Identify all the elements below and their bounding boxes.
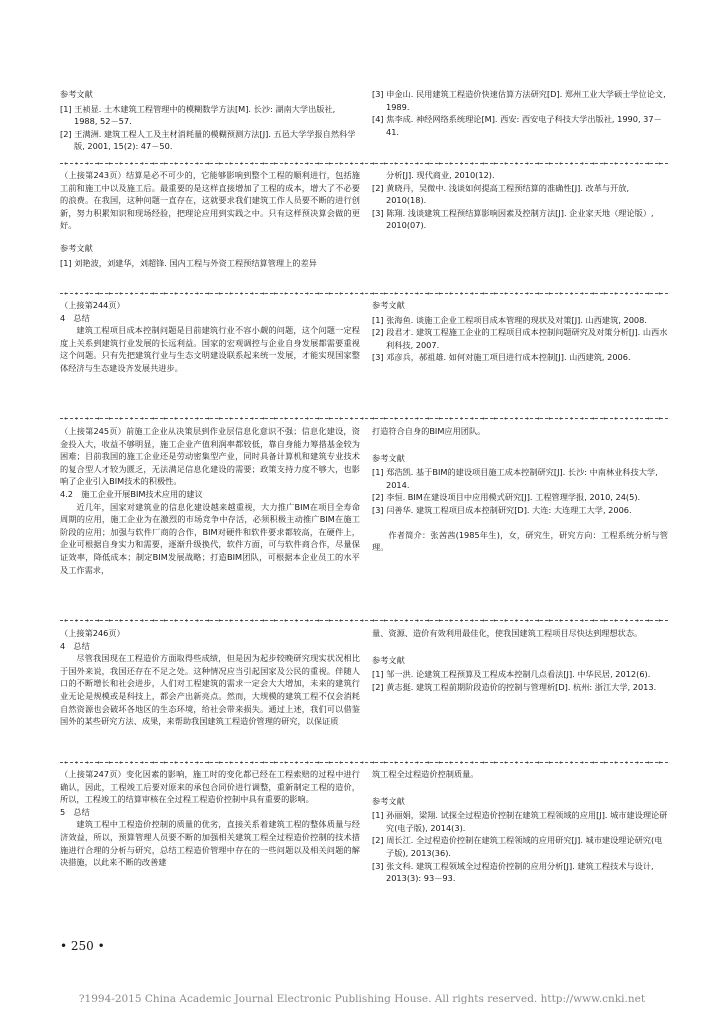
reference-item: 分析[J]. 现代商业, 2010(12). [386, 170, 495, 180]
continued-paragraph: （上接第243页）结算是必不可少的，它能够影响到整个工程的顺利进行，包括施工前和施工中以及施工后。最重要的是这样直接增加了工程的成本，增大了不必要的浪费。在我国，这种问题一直存在，这就要求我们建筑工作人员要不断的进行创新，努力积累知识和现场经验，把理论应用到实践之中。只有这样预决算会做的更好。 [60, 170, 360, 231]
body-paragraph: 建筑工程项目成本控制问题是目前建筑行业不容小觑的问题，这个问题一定程度上关系到建筑行业发展的长远利益。国家的宏观调控与企业自身发展都需要重视这个问题。只有先把建筑行业与生态文明建设联系起来统一发展，才能实现国家整体经济与生态建设齐发展共进步。 [60, 325, 360, 373]
references-title: 参考文献 [372, 654, 405, 665]
references-title: 参考文献 [60, 89, 93, 99]
section-heading: 5 总结 [60, 806, 90, 817]
continued-paragraph: （上接第245页）前施工企业从决策层到作业层信息化意识不强；信息化建设，资金投入大，收益不够明显，施工企业产值利润率都较低，靠自身能力筹措基金较为困难；目前我国的施工企业还是劳动密集型产业，同时具备计算机和建筑专业技术的复合型人才较为匮乏，无法满足信息化建设的需要；政策支持力度不够大，也影响了企业引入BIM技术的积极性。 [60, 426, 360, 487]
right-column [372, 88, 668, 138]
reference-item: [4] 焦李成. 神经网络系统理论[M]. 西安: 西安电子科技大学出版社, 1990, 37－41. [372, 114, 662, 137]
right-column [372, 169, 668, 232]
reference-item: [2] 黄志挺. 建筑工程前期阶段造价的控制与管理析[D]. 杭州: 浙江大学, 2013. [372, 681, 657, 692]
section-divider [60, 163, 668, 164]
reference-item: [1] 郑浩凯. 基于BIM的建设项目施工成本控制研究[J]. 长沙: 中南林业科技大学, 2014. [372, 467, 658, 490]
reference-item: [2] 段君才. 建筑工程施工企业的工程项目成本控制问题研究及对策分析[J]. 山西水利科技, 2007. [372, 327, 668, 350]
body-paragraph: 建筑工程中工程造价控制的质量的优劣，直接关系着建筑工程的整体质量与经济效益，所以，预算管理人员要不断的加强相关建筑工程全过程造价控制的技术措施进行合理的分析与研究，总结工程造价管理中存在的一些问题以及相关问题的解决措施，以此来不断的改善建 [60, 819, 360, 868]
body-paragraph: 打造符合自身的BIM应用团队。 [372, 426, 486, 436]
reference-item: [1] 张海鱼. 谈施工企业工程项目成本管理的现状及对策[J]. 山西建筑, 2008. [372, 314, 647, 325]
reference-item: [1] 王祯显. 土木建筑工程管理中的模糊数学方法[M]. 长沙: 湖南大学出版社, 1988, 52－57. [60, 103, 336, 127]
right-column [372, 299, 668, 364]
author-bio: 作者简介：张茜茜(1985年生)，女，研究生，研究方向：工程系统分析与管理。 [372, 529, 668, 553]
section-divider [60, 418, 668, 419]
left-column [60, 425, 360, 576]
section-heading: 4 总结 [60, 640, 90, 651]
right-column [372, 425, 668, 554]
continued-marker: （上接第246页） [60, 628, 125, 638]
reference-item: [3] 张文科. 建筑工程领域全过程造价控制的应用分析[J]. 建筑工程技术与设计, 2013(3): 93－93. [372, 860, 654, 884]
section-heading: 4 总结 [60, 312, 90, 323]
right-column [372, 627, 668, 693]
reference-item: [3] 邓彦兵，郝祖雄. 如何对施工项目进行成本控制[J]. 山西建筑, 2006. [372, 352, 631, 363]
references-title: 参考文献 [372, 300, 405, 310]
reference-item: [2] 王满洲. 建筑工程人工及主材消耗量的模糊预测方法[J]. 五邑大学学报自然科学版, 2001, 15(2): 47－50. [60, 128, 356, 152]
references-title: 参考文献 [372, 795, 405, 806]
reference-item: [3] 申金山. 民用建筑工程造价快速估算方法研究[D]. 郑州工业大学硕士学位论文, 1989. [372, 89, 666, 112]
left-column [60, 627, 360, 728]
reference-item: [2] 黄晓丹，吴微中. 浅谈如何提高工程预结算的准确性[J]. 改革与开放, 2010(18). [372, 182, 630, 206]
left-column [60, 299, 360, 375]
left-column [60, 768, 360, 869]
page-number: • 250 • [60, 939, 105, 953]
reference-item: [1] 邹一洪. 论建筑工程预算及工程成本控制几点看法[J]. 中华民居, 2012(6). [372, 669, 651, 680]
section-divider [60, 620, 668, 621]
reference-item: [3] 闫善华. 建筑工程项目成本控制研究[D]. 大连: 大连理工大学, 2006. [372, 504, 632, 515]
right-column [372, 768, 668, 885]
reference-item: [1] 刘艳波，刘建华，刘超锋. 国内工程与外资工程预结算管理上的差异 [60, 257, 317, 268]
reference-item: [1] 孙丽娟，梁翔. 试探全过程造价控制在建筑工程领域的应用[J]. 城市建设理论研究(电子版), 2014(3). [372, 810, 668, 833]
section-divider [60, 762, 668, 763]
section-heading: 4.2 施工企业开展BIM技术应用的建议 [60, 488, 203, 499]
copyright-footer: ?1994-2015 China Academic Journal Electronic Publishing House. All rights reserved. http://www.cnki.net [78, 993, 646, 1005]
references-title: 参考文献 [372, 452, 405, 463]
references-title: 参考文献 [60, 242, 93, 253]
continued-marker: （上接第244页） [60, 300, 125, 310]
body-paragraph: 近几年，国家对建筑业的信息化建设越来越重视，大力推广BIM在项目全寿命周期的应用，施工企业为在激烈的市场竞争中存活，必须积极主动推广BIM在施工阶段的应用；加强与软件厂商的合作，BIM对硬件和软件要求都较高，在硬件上，企业可根据自身实力和需要，逐渐升级换代，软件方面，可与软件商合作，尽量保证效率，降低成本；制定BIM发展战略；打造BIM团队，可根据本企业员工的水平及工作需求， [60, 501, 360, 575]
reference-item: [2] 李恒. BIM在建设项目中应用模式研究[J]. 工程管理学报, 2010, 24(5). [372, 492, 641, 503]
left-column [60, 169, 360, 269]
reference-item: [3] 陈翔. 浅谈建筑工程预结算影响因素及控制方法[J]. 企业家天地（理论版）, 2010(07). [372, 207, 654, 231]
left-column [60, 88, 360, 153]
body-paragraph: 量、资源、造价有效利用最佳化，使我国建筑工程项目尽快达到理想状态。 [372, 628, 643, 638]
continued-paragraph: （上接第247页）变化因素的影响，施工时的变化都已经在工程索赔的过程中进行确认，因此，工程竣工后要对原来的承包合同价进行调整，重新制定工程的造价，所以，工程竣工的结算审核在全过程工程造价控制中具有重要的影响。 [60, 769, 360, 805]
reference-item: [2] 周长江. 全过程造价控制在建筑工程领域的应用研究[J]. 城市建设理论研究(电子版), 2013(36). [372, 835, 663, 858]
body-paragraph: 尽管我国现在工程造价方面取得些成绩，但是因为起步较晚研究现实状况相比于国外来说，我国还存在不足之处。这种情况应当引起国家及公民的重视。伴随人口的不断增长和社会进步，人们对工程建筑的需求一定会大大增加，未来的建筑行业无论是规模或是科技上，都会产出新亮点。然而，大规模的建筑工程不仅会消耗自然资源也会破坏各地区的生态环境，给社会带来损失。通过上述，我们可以借鉴国外的某些研究方法、成果，来帮助我国建筑工程造价管理的研究，以保证质 [60, 653, 360, 727]
section-divider [60, 293, 668, 294]
body-paragraph: 筑工程全过程造价控制质量。 [372, 769, 479, 779]
